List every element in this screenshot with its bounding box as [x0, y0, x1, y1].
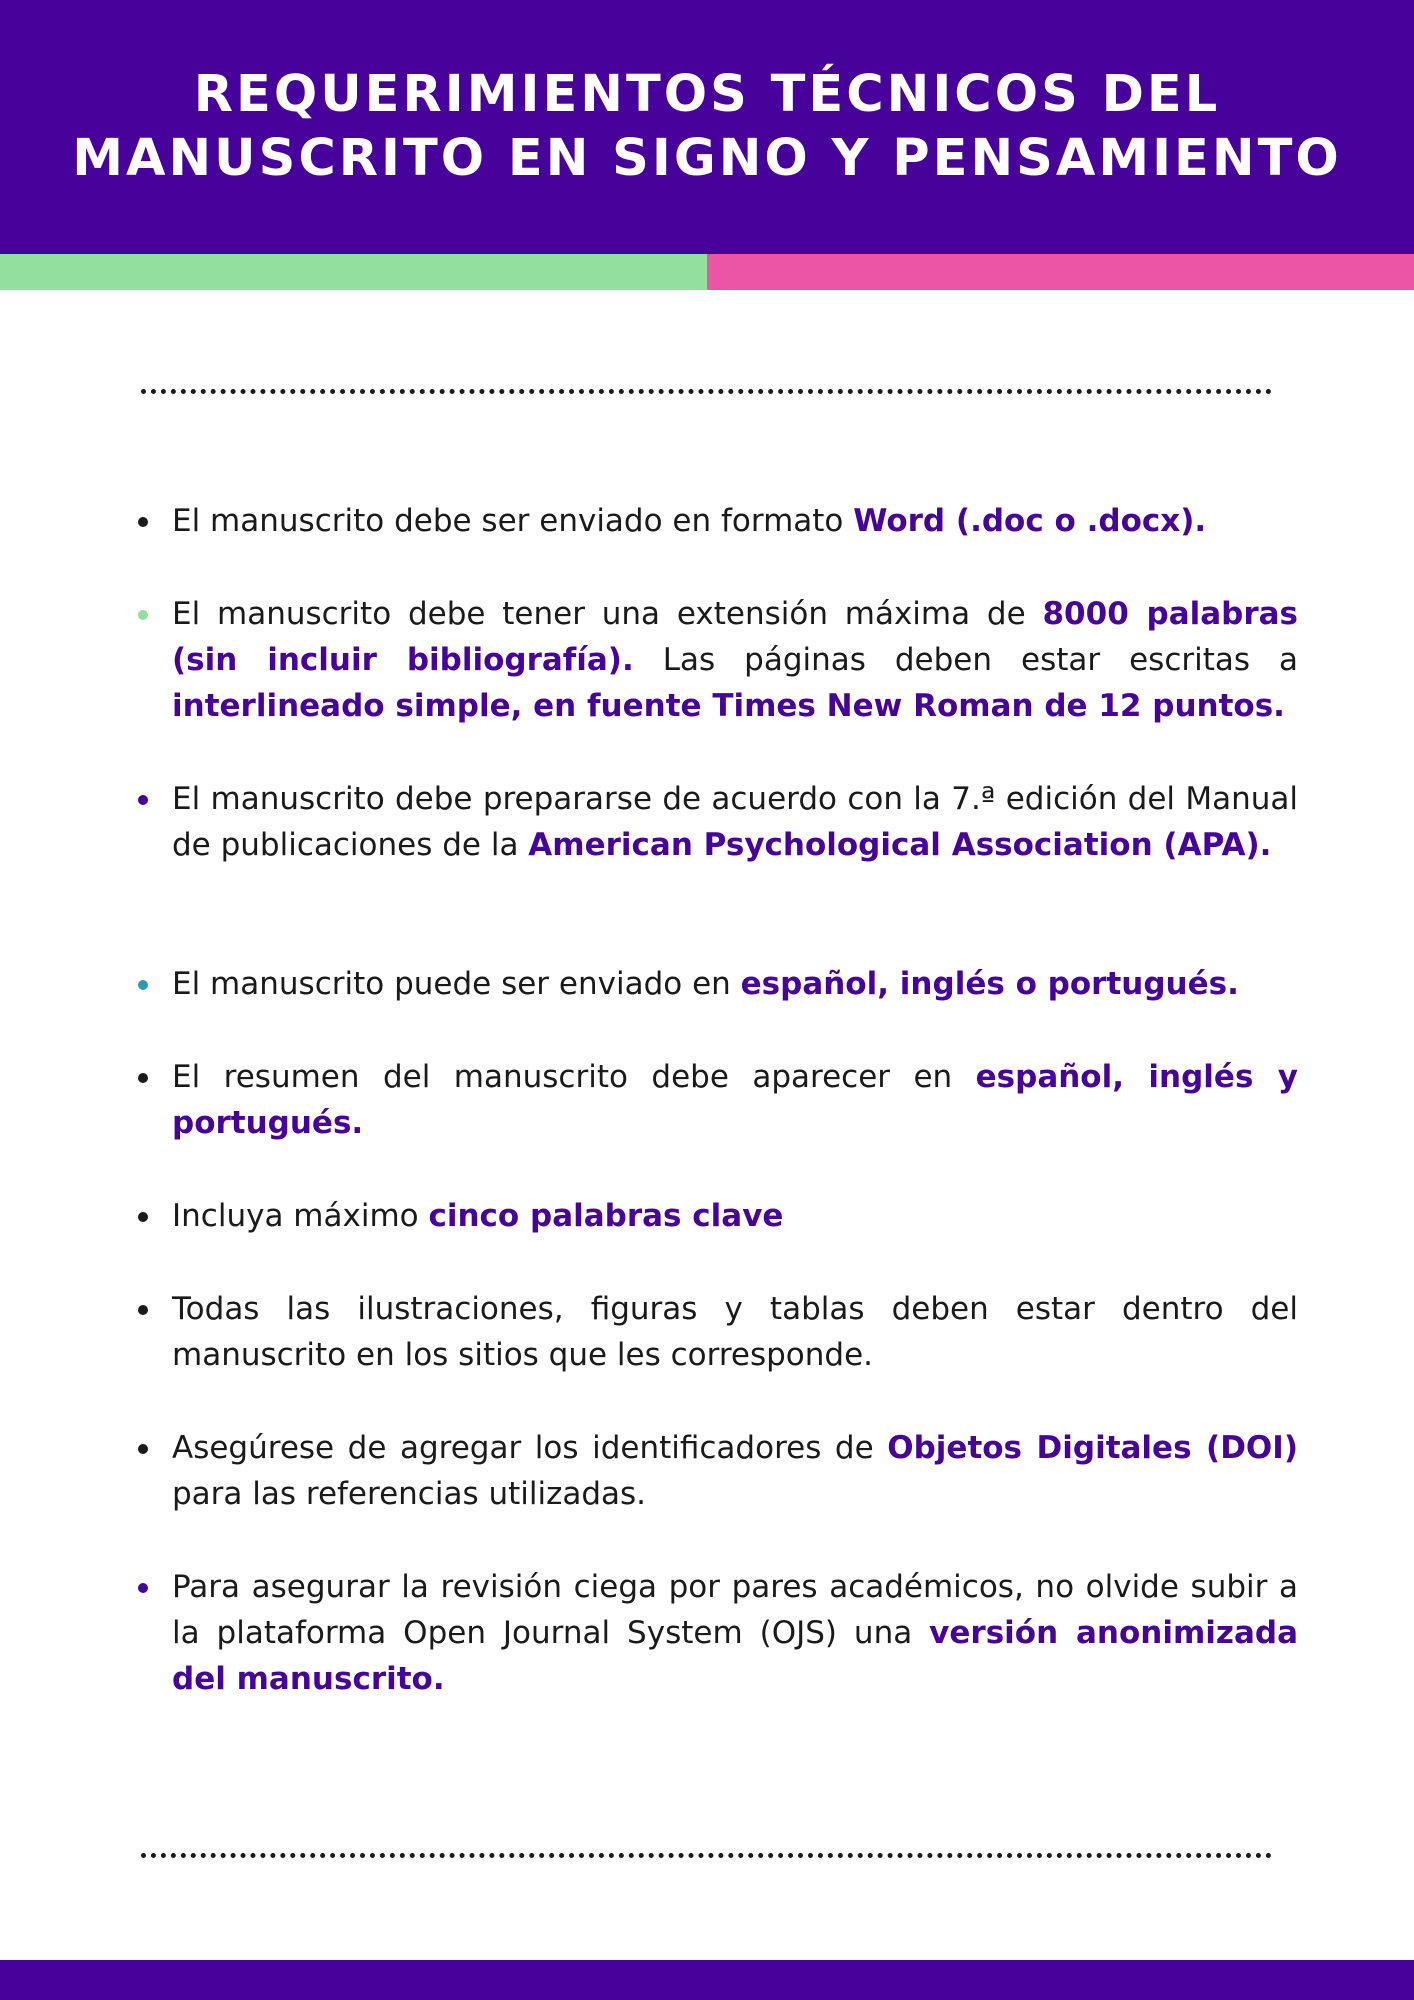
requirement-item [172, 1286, 1298, 1378]
accent-stripe-green [0, 254, 707, 290]
footer-bar [0, 1960, 1414, 2000]
bullet-dot [138, 1073, 148, 1083]
bullet-dot [138, 1212, 148, 1222]
bullet-dot [138, 1305, 148, 1315]
requirement-item [172, 591, 1298, 729]
requirement-text: Incluya máximo [172, 1198, 429, 1234]
requirement-item [172, 1054, 1298, 1146]
requirement-item [172, 961, 1298, 1007]
requirement-text: Para asegurar la revisión ciega por pares académicos, no olvide subir a la plataforma Open Journal System (OJS) una [172, 1569, 1298, 1651]
bullet-dot [138, 980, 148, 990]
requirement-text: para las referencias utilizadas. [172, 1476, 647, 1512]
requirement-highlight: versión anonimizada del manuscrito. [172, 1615, 1298, 1697]
requirement-text: El manuscrito debe prepararse de acuerdo con la 7.ª edición del Manual de publicaciones de la [172, 781, 1298, 863]
dotted-divider-bottom [141, 1853, 1272, 1858]
requirement-text: El resumen del manuscrito debe aparecer en [172, 1059, 976, 1095]
dotted-divider-top [141, 389, 1272, 394]
requirement-item [172, 1564, 1298, 1702]
requirement-item [172, 776, 1298, 868]
requirement-highlight: Objetos Digitales (DOI) [887, 1430, 1298, 1466]
requirement-item [172, 498, 1298, 544]
requirement-item [172, 1425, 1298, 1517]
requirement-text: El manuscrito puede ser enviado en [172, 966, 741, 1002]
requirement-highlight: cinco palabras clave [428, 1198, 784, 1234]
bullet-dot [138, 1444, 148, 1454]
requirement-text: Asegúrese de agregar los identificadores de [172, 1430, 888, 1466]
requirement-text: Todas las ilustraciones, figuras y tablas deben estar dentro del manuscrito en los sitios que les corresponde. [172, 1291, 1298, 1373]
requirement-text: Las páginas deben estar escritas a [633, 642, 1298, 678]
requirement-text: El manuscrito debe ser enviado en formato [172, 503, 854, 539]
requirement-highlight: 8000 palabras (sin incluir bibliografía). [172, 596, 1299, 678]
accent-stripe-pink [707, 254, 1414, 290]
requirement-highlight: Word (.doc o .docx). [853, 503, 1207, 539]
bullet-dot [138, 795, 148, 805]
requirement-highlight: español, inglés y portugués. [172, 1059, 1298, 1141]
bullet-dot [138, 610, 148, 620]
requirement-highlight: American Psychological Association (APA). [528, 827, 1272, 863]
requirement-text: El manuscrito debe tener una extensión máxima de [172, 596, 1043, 632]
requirement-highlight: español, inglés o portugués. [740, 966, 1239, 1002]
requirement-highlight: interlineado simple, en fuente Times New Roman de 12 puntos. [172, 688, 1285, 724]
header-banner [0, 0, 1414, 254]
bullet-dot [138, 517, 148, 527]
page-title-line-1: REQUERIMIENTOS TÉCNICOS DEL [193, 65, 1221, 124]
requirement-item [172, 1193, 1298, 1239]
page-title-line-2: MANUSCRITO EN SIGNO Y PENSAMIENTO [72, 129, 1342, 188]
bullet-dot [138, 1583, 148, 1593]
